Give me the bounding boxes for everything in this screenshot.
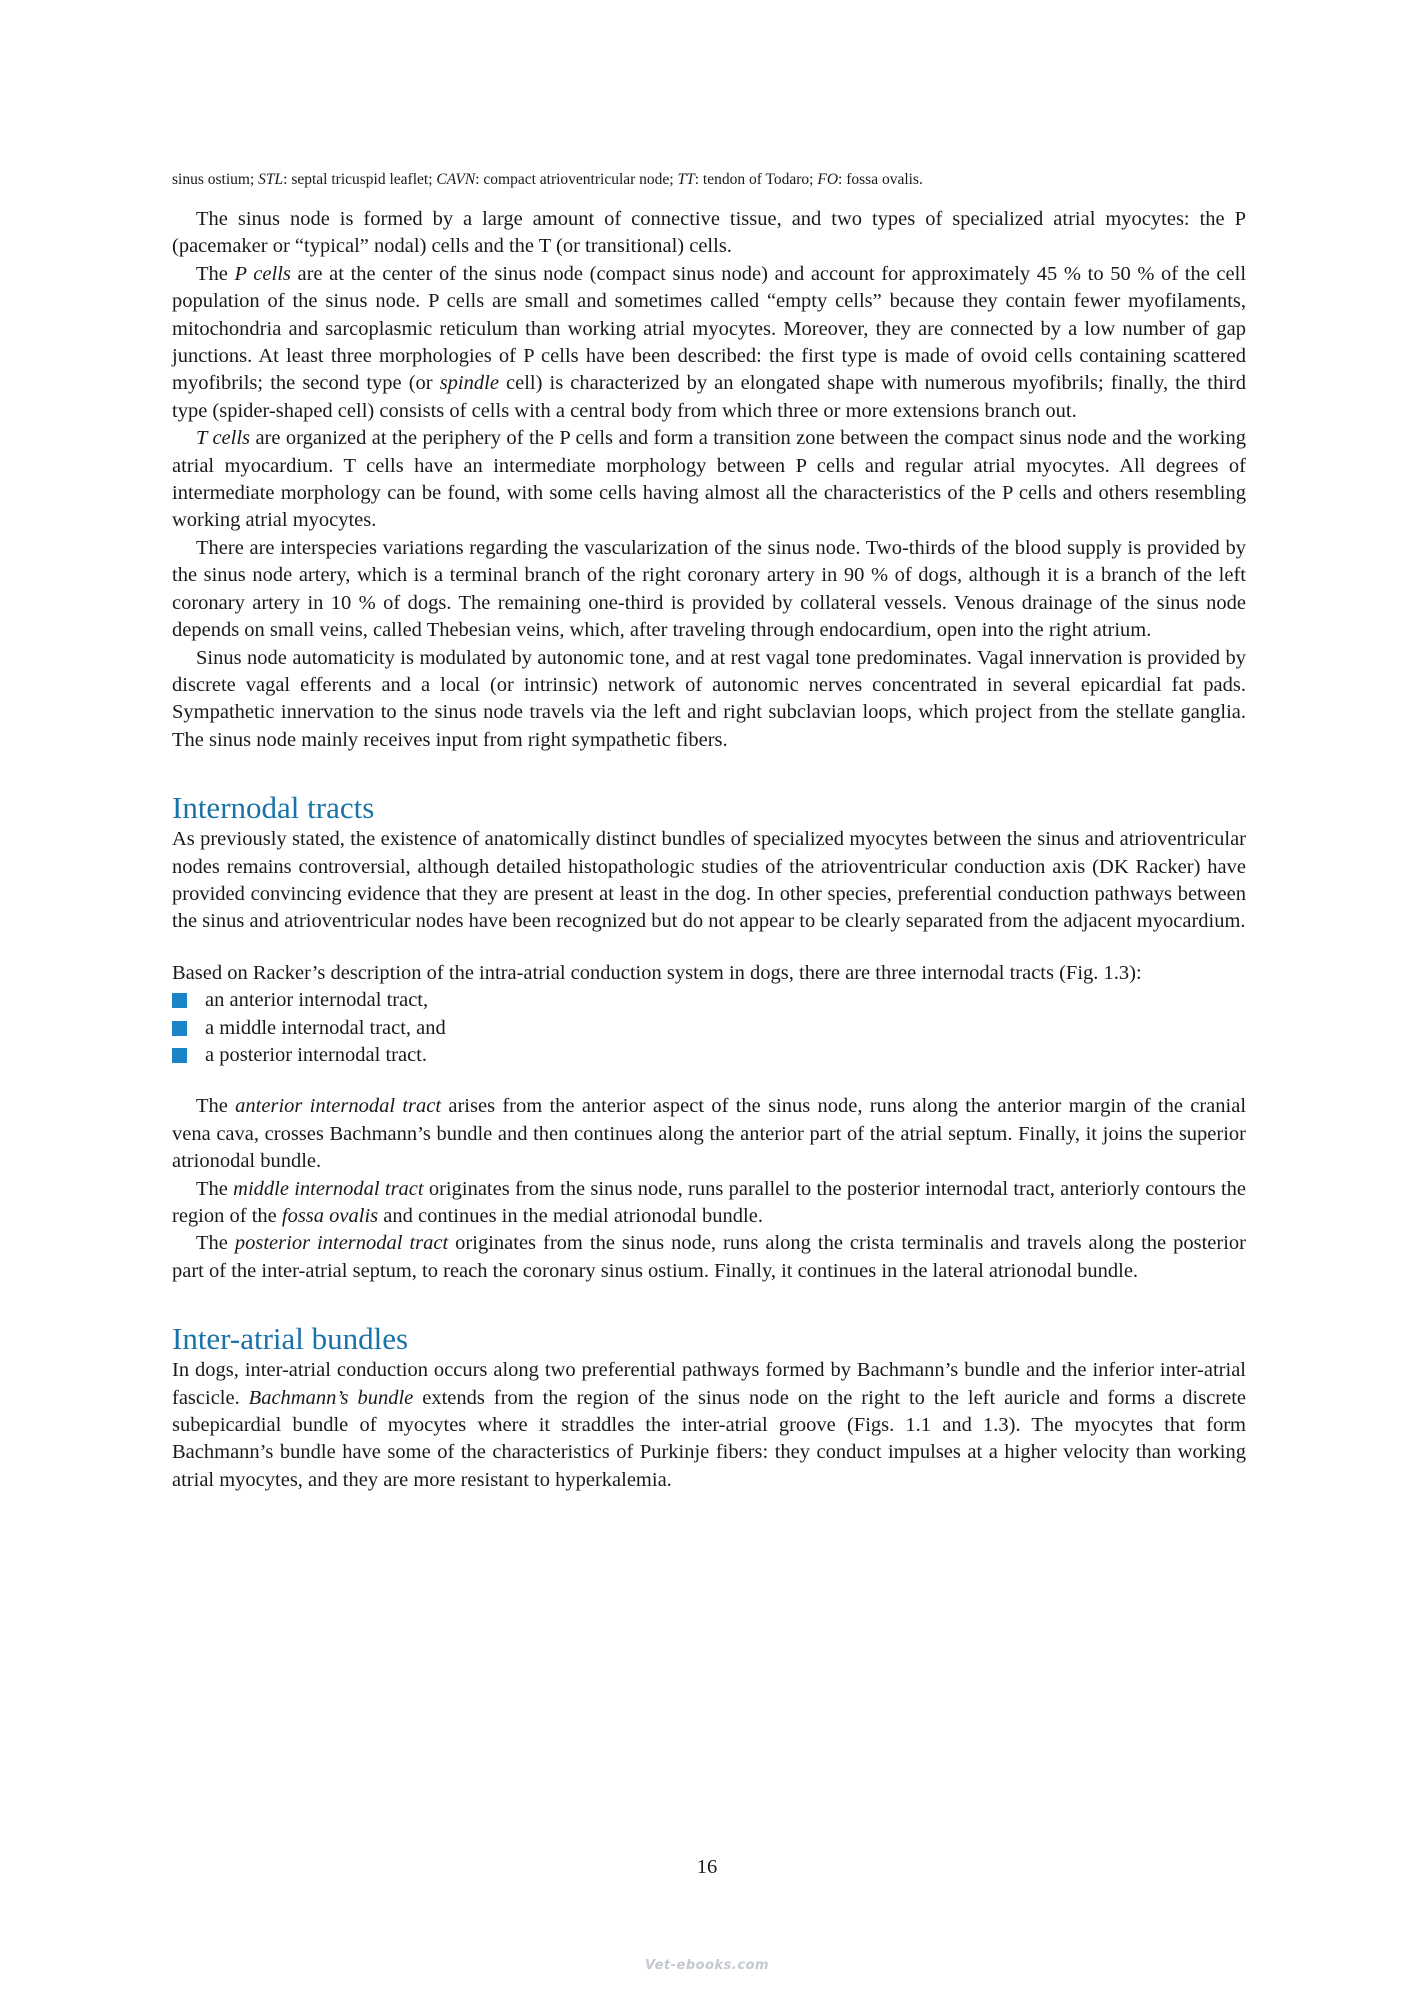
text-run: : compact atrioventricular node; [475, 171, 678, 188]
italic-term: CAVN [436, 171, 476, 188]
text-run: Sinus node automaticity is modulated by autonomic tone, and at rest vagal tone predominates. Vagal innervation is provided by discrete vagal efferents and a local (or intrinsic) network of autonomic nerves concentrated in several epicardial fat pads. Sympathetic innervation to the sinus node travels via the left and right subclavian loops, which project from the stellate ganglia. The sinus node mainly receives input from right sympathetic fibers. [172, 646, 1246, 751]
sinus-node-paragraph-4 [172, 535, 1246, 645]
text-run: : fossa ovalis. [838, 171, 923, 188]
text-run: arises from the anterior aspect of the sinus node, runs along the anterior margin of the cranial vena cava, crosses Bachmann’s bundle and then continues along the anterior part of the atrial septum. Finally, it joins the superior atrionodal bundle. [172, 1095, 1247, 1173]
text-run: The [196, 1232, 235, 1255]
italic-term: spindle [439, 372, 499, 395]
page-number: 16 [696, 1856, 718, 1878]
italic-term: T cells [196, 427, 251, 450]
list-item-text: an anterior internodal tract, [205, 989, 429, 1012]
anterior-tract-paragraph [172, 1093, 1246, 1175]
text-run: and continues in the medial atrionodal bundle. [378, 1205, 763, 1227]
sinus-node-paragraph-5 [172, 645, 1246, 755]
watermark-logo: Vet-ebooks.com [644, 1958, 770, 1973]
list-item [172, 987, 1246, 1014]
list-item [172, 1015, 1246, 1042]
text-run: extends from the region of the sinus node on the right to the left auricle and forms a discrete subepicardial bundle of myocytes where it straddles the inter-atrial groove (Figs. 1.1 and 1.3). The myocytes that form Bachmann’s bundle have some of the characteristics of Purkinje fibers: they conduct impulses at a higher velocity than working atrial myocytes, and they are more resistant to hyperkalemia. [172, 1386, 1246, 1491]
text-run: The [196, 1177, 234, 1200]
italic-term: FO [817, 171, 839, 188]
sinus-node-paragraph-1 [172, 206, 1246, 261]
text-run: There are interspecies variations regarding the vascularization of the sinus node. Two-thirds of the blood supply is provided by the sinus node artery, which is a terminal branch of the right coronary artery in 90 % of dogs, although it is a branch of the left coronary artery in 10 % of dogs. The remaining one-third is provided by collateral vessels. Venous drainage of the sinus node depends on small veins, called Thebesian veins, which, after traveling through endocardium, open into the right atrium. [172, 536, 1246, 642]
italic-term: anterior internodal tract [235, 1095, 442, 1118]
square-bullet-icon [172, 1021, 187, 1036]
text-run: The [196, 1095, 236, 1118]
text-run: originates from the sinus node, runs parallel to the posterior internodal tract, anteriorly contours the region of the [172, 1177, 1246, 1227]
italic-term: middle internodal tract [233, 1177, 424, 1200]
text-run: : tendon of Todaro; [694, 171, 818, 188]
list-item-text: a posterior internodal tract. [205, 1043, 427, 1066]
text-run: are organized at the periphery of the P cells and form a transition zone between the compact sinus node and the working atrial myocardium. T cells have an intermediate morphology between P cells and regular atrial myocytes. All degrees of intermediate morphology can be found, with some cells having almost all the characteristics of the P cells and others resembling working atrial myocytes. [172, 427, 1246, 532]
list-item [172, 1042, 1246, 1069]
square-bullet-icon [172, 1048, 187, 1063]
italic-term: fossa ovalis [281, 1205, 379, 1227]
text-run: In dogs, inter-atrial conduction occurs along two preferential pathways formed by Bachmann’s bundle and the inferior inter-atrial fascicle. [172, 1359, 1246, 1409]
page-body [172, 168, 1246, 1494]
text-run: originates from the sinus node, runs along the crista terminalis and travels along the posterior part of the inter-atrial septum, to reach the coronary sinus ostium. Finally, it continues in the lateral atrionodal bundle. [172, 1232, 1247, 1282]
sinus-node-paragraph-2 [172, 261, 1246, 425]
section-heading-internodal-tracts: Internodal tracts [172, 790, 375, 826]
italic-term: STL [258, 171, 284, 188]
text-run: sinus ostium; [172, 171, 259, 188]
text-run: The sinus node is formed by a large amount of connective tissue, and two types of specialized atrial myocytes: the P (pacemaker or “typical” nodal) cells and the T (or transitional) cells. [172, 208, 1246, 258]
internodal-intro-paragraph: As previously stated, the existence of anatomically distinct bundles of specialized myocytes between the sinus and atrioventricular nodes remains controversial, although detailed histopathologic studies of the atrioventricular conduction axis (DK Racker) have provided convincing evidence that they are present at least in the dog. In other species, preferential conduction pathways between the sinus and atrioventricular nodes have been recognized but do not appear to be clearly separated from the adjacent myocardium. [172, 828, 1246, 933]
italic-term: posterior internodal tract [234, 1232, 449, 1255]
text-run: : septal tricuspid leaflet; [283, 171, 437, 188]
posterior-tract-paragraph [172, 1230, 1246, 1285]
section-heading-inter-atrial-bundles: Inter-atrial bundles [172, 1321, 409, 1357]
italic-term: P cells [234, 262, 291, 285]
figure-caption-continuation [172, 168, 1246, 192]
internodal-list-intro: Based on Racker’s description of the intra-atrial conduction system in dogs, there are three internodal tracts (Fig. 1.3): [172, 961, 1142, 984]
sinus-node-paragraph-3 [172, 425, 1246, 535]
internodal-tracts-list [172, 987, 1246, 1069]
text-run: are at the center of the sinus node (compact sinus node) and account for approximately 45 % to 50 % of the cell population of the sinus node. P cells are small and sometimes called “empty cells” because they contain fewer myofilaments, mitochondria and sarcoplasmic reticulum than working atrial myocytes. Moreover, they are connected by a low number of gap junctions. At least three morphologies of P cells have been described: the first type is made of ovoid cells containing scattered myofibrils; the second type (or [172, 262, 1247, 395]
text-run: The [196, 262, 235, 285]
inter-atrial-paragraph [172, 1357, 1246, 1494]
italic-term: Bachmann’s bundle [248, 1386, 414, 1409]
list-item-text: a middle internodal tract, and [205, 1016, 446, 1039]
square-bullet-icon [172, 993, 187, 1008]
text-run: cell) is characterized by an elongated shape with numerous myofibrils; finally, the third type (spider-shaped cell) consists of cells with a central body from which three or more extensions branch out. [172, 372, 1247, 422]
italic-term: TT [677, 171, 695, 188]
middle-tract-paragraph [172, 1176, 1246, 1231]
